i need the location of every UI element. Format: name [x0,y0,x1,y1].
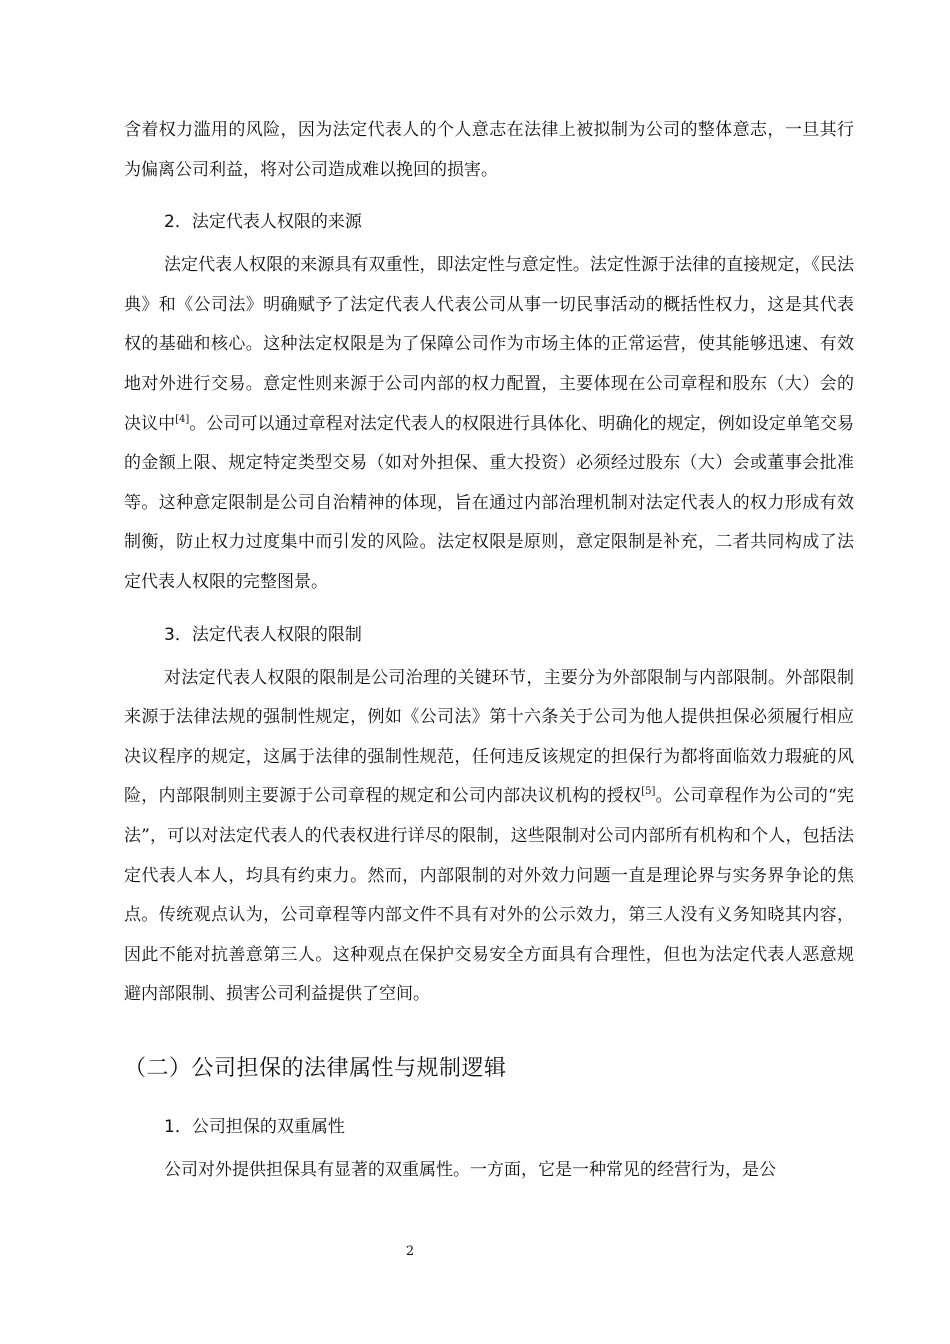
paragraph-authority-source [124,246,854,602]
paragraph-authority-limits-part1: 对法定代表人权限的限制是公司治理的关键环节，主要分为外部限制与内部限制。外部限制来源于法律法规的强制性规定，例如《公司法》第十六条关于公司为他人提供担保必须履行相应决议程序的规定，这属于法律的强制性规范，任何违反该规定的担保行为都将面临效力瑕疵的风险，内部限制则主要源于公司章程的规定和公司内部决议机构的授权 [124,667,854,807]
section-heading-guarantee: （二）公司担保的法律属性与规制逻辑 [124,1055,507,1081]
page-number: 2 [405,1244,415,1259]
paragraph-authority-limits-part2: 。公司章程作为公司的“宪法”，可以对法定代表人的代表权进行详尽的限制，这些限制对公司内部所有机构和个人，包括法定代表人本人，均具有约束力。然而，内部限制的对外效力问题一直是理论界与实务界争论的焦点。传统观点认为，公司章程等内部文件不具有对外的公示效力，第三人没有义务知晓其内容，因此不能对抗善意第三人。这种观点在保护交易安全方面具有合理性，但也为法定代表人恶意规避内部限制、损害公司利益提供了空间。 [124,786,854,1005]
paragraph-intro-continued: 含着权力滥用的风险，因为法定代表人的个人意志在法律上被拟制为公司的整体意志，一旦其行为偏离公司利益，将对公司造成难以挽回的损害。 [124,120,854,180]
paragraph-authority-limits [124,659,854,1015]
citation-4[interactable]: [4] [175,413,190,425]
paragraph-authority-source-part2: 。公司可以通过章程对法定代表人的权限进行具体化、明确化的规定，例如设定单笔交易的金额上限、规定特定类型交易（如对外担保、重大投资）必须经过股东（大）会或董事会批准等。这种意定限制是公司自治精神的体现，旨在通过内部治理机制对法定代表人的权力形成有效制衡，防止权力过度集中而引发的风险。法定权限是原则，意定限制是补充，二者共同构成了法定代表人权限的完整图景。 [124,413,855,592]
subheading-authority-source: 2．法定代表人权限的来源 [164,212,362,233]
citation-5[interactable]: [5] [641,786,656,798]
subheading-dual-attributes: 1．公司担保的双重属性 [164,1116,345,1137]
document-body [124,111,854,1190]
paragraph-dual-attributes: 公司对外提供担保具有显著的双重属性。一方面，它是一种常见的经营行为，是公 [164,1159,776,1180]
subheading-authority-limits: 3．法定代表人权限的限制 [164,624,362,645]
paragraph-authority-source-part1: 法定代表人权限的来源具有双重性，即法定性与意定性。法定性源于法律的直接规定，《民法典》和《公司法》明确赋予了法定代表人代表公司从事一切民事活动的概括性权力，这是其代表权的基础和核心。这种法定权限是为了保障公司作为市场主体的正常运营，使其能够迅速、有效地对外进行交易。意定性则来源于公司内部的权力配置，主要体现在公司章程和股东（大）会的决议中 [124,255,854,434]
